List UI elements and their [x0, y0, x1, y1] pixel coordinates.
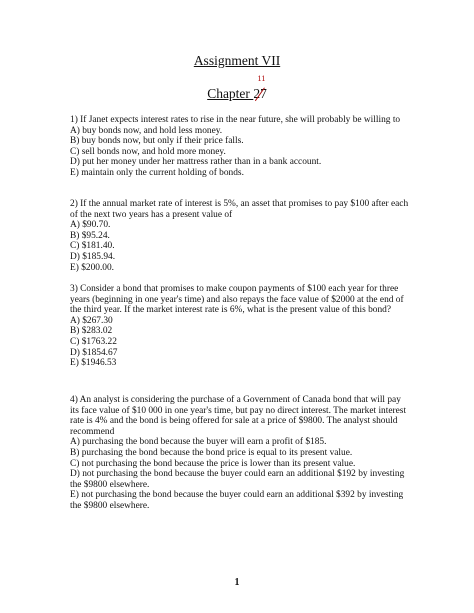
page-number: 1 [234, 577, 240, 588]
question-2 [70, 199, 410, 273]
answer-option: A) $267.30 [70, 315, 113, 326]
chapter-correction: 11 [257, 73, 266, 83]
answer-option: A) purchasing the bond because the buyer will earn a profit of $185. [70, 437, 327, 448]
question-stem: 4) An analyst is considering the purchase of a Government of Canada bond that will pay its face value of $10 000 in one year's time, but pay no direct interest. The market interest rate is 4% and the bond is being offered for sale at a price of $9800. The analyst should recommend [70, 395, 407, 437]
answer-option: E) $1946.53 [70, 358, 117, 369]
answer-option: C) sell bonds now, and hold more money. [70, 146, 226, 157]
answer-option: C) $181.40. [70, 241, 115, 252]
answer-option: B) $283.02 [70, 326, 113, 337]
answer-option: A) $90.70. [70, 220, 111, 231]
question-4 [70, 395, 410, 512]
question-stem: 2) If the annual market rate of interest is 5%, an asset that promises to pay $100 after each of the next two years has a present value of [70, 199, 409, 220]
answer-option: D) $1854.67 [70, 347, 118, 358]
answer-option: D) put her money under her mattress rather than in a bank account. [70, 157, 322, 168]
answer-option: C) $1763.22 [70, 336, 117, 347]
question-1 [70, 115, 410, 179]
question-stem: 3) Consider a bond that promises to make coupon payments of $100 each year for three years (beginning in one year's time) and also repays the face value of $2000 at the end of the third year. If the market interest rate is 6%, what is the present value of this bond? [70, 284, 404, 316]
answer-option: B) purchasing the bond because the bond price is equal to its present value. [70, 447, 353, 458]
answer-option: A) buy bonds now, and hold less money. [70, 125, 223, 136]
question-stem: 1) If Janet expects interest rates to rise in the near future, she will probably be willing to [70, 115, 401, 125]
chapter-number-struck: 27 [253, 86, 267, 101]
answer-option: B) buy bonds now, but only if their price falls. [70, 136, 244, 147]
answer-option: E) maintain only the current holding of bonds. [70, 167, 244, 178]
question-3 [70, 284, 410, 369]
answer-option: B) $95.24. [70, 230, 110, 241]
answer-option: E) $200.00. [70, 262, 115, 273]
chapter-heading [0, 73, 474, 102]
answer-option: C) not purchasing the bond because the price is lower than its present value. [70, 458, 356, 469]
answer-option: D) not purchasing the bond because the buyer could earn an additional $192 by investing the $9800 elsewhere. [70, 469, 405, 490]
answer-option: E) not purchasing the bond because the buyer could earn an additional $392 by investing the $9800 elsewhere. [70, 490, 404, 511]
assignment-title: Assignment VII [193, 53, 281, 68]
chapter-label: Chapter [207, 86, 254, 101]
answer-option: D) $185.94. [70, 251, 116, 262]
